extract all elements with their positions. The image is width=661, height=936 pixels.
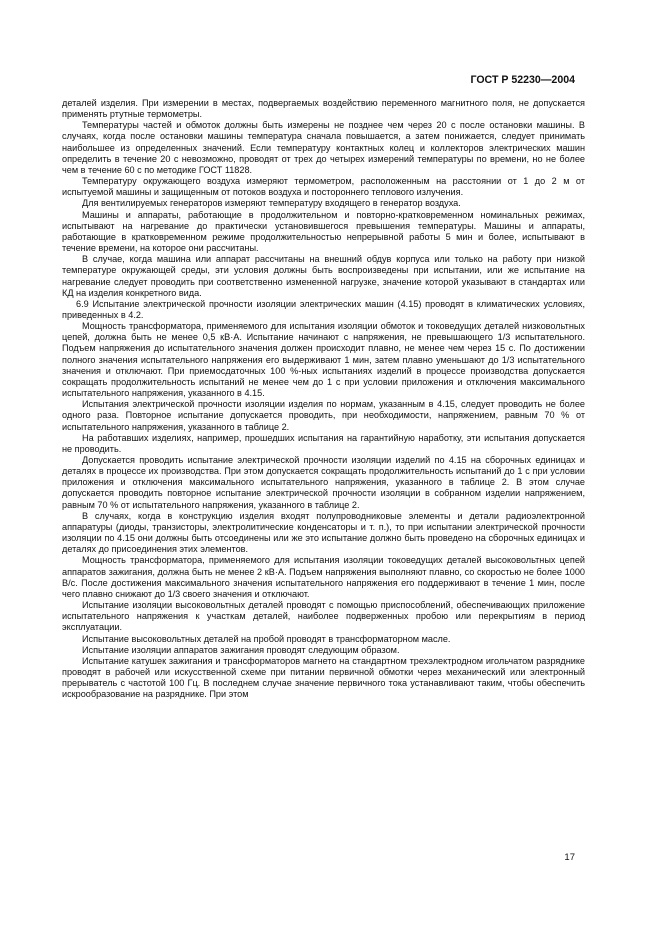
- paragraph-14: Испытание изоляции высоковольтных деталей проводят с помощью приспособлений, обеспечивающих приложение испытательного напряжения к участкам деталей, наиболее подверженных пробою или перекрытиям в период эксплуатации.: [62, 600, 585, 633]
- paragraph-15: Испытание высоковольтных деталей на пробой проводят в трансформаторном масле.: [82, 633, 451, 644]
- paragraph-10: На работавших изделиях, например, прошедших испытания на гарантийную наработку, эти испытания допускается не проводить.: [62, 432, 585, 454]
- paragraph-2: Температуры частей и обмоток должны быть измерены не позднее чем через 20 с после остановки машины. В случаях, когда после остановки машины температура сначала повышается, а затем понижается, следует принимать наибольшее из определенных значений. Если температуру контактных колец и коллекторов электрических машин определить в течение 20 с невозможно, проводят от трех до четырех измерений температуры по времени, но не более чем в течение 60 с по методике ГОСТ 11828.: [62, 120, 585, 175]
- paragraph-8: Мощность трансформатора, применяемого для испытания изоляции обмоток и токоведущих деталей низковольтных цепей, должна быть не менее 0,5 кВ·А. Испытание начинают с напряжения, не превышающего 1/3 испытательного. Подъем напряжения до испытательного значения должен происходит плавно, не менее чем через 15 с. По достижении полного значения испытательного напряжения его выдерживают 1 мин, затем плавно уменьшают до 1/3 испытательного значения и отключают. При приемосдаточных 100 %-ных испытаниях изделий в процессе производства допускается сокращать продолжительность испытаний не менее чем до 1 с при условии приложения и отключения максимального испытательного напряжения, указанного в 4.15.: [62, 321, 585, 399]
- paragraph-13: Мощность трансформатора, применяемого для испытания изоляции токоведущих деталей высоковольтных цепей аппаратов зажигания, должна быть не менее 2 кВ·А. Подъем напряжения выполняют плавно, со скоростью не более 1000 В/с. После достижения максимального значения испытательного напряжения его поддерживают в течение 1 мин, после чего плавно снижают до 1/3 своего значения и отключают.: [62, 555, 585, 599]
- paragraph-16: Испытание изоляции аппаратов зажигания проводят следующим образом.: [82, 644, 400, 655]
- paragraph-12: В случаях, когда в конструкцию изделия входят полупроводниковые элементы и детали радиоэлектронной аппаратуры (диоды, транзисторы, электролитические конденсаторы и т. п.), то при испытании электрической прочности изоляции по 4.15 они должны быть отсоединены или же это испытание должно быть проведено на сборочных единицах и деталях до присоединения этих элементов.: [62, 510, 585, 555]
- document-id: ГОСТ Р 52230—2004: [470, 74, 575, 86]
- section-6-9: 6.9 Испытание электрической прочности изоляции электрических машин (4.15) проводят в климатических условиях, приведенных в 4.2.: [62, 298, 585, 320]
- paragraph-6: В случае, когда машина или аппарат рассчитаны на внешний обдув корпуса или только на работу при низкой температуре окружающей среды, эти условия должны быть воспроизведены при испытании, или же испытание на нагревание следует проводить при соответственно измененной нагрузке, значение которой указывают в стандартах или КД на изделия конкретного вида.: [62, 254, 585, 298]
- paragraph-9: Испытания электрической прочности изоляции изделия по нормам, указанным в 4.15, следует проводить не более одного раза. Повторное испытание допускается проводить, при необходимости, напряжением, равным 70 % от испытательного напряжения, указанного в таблице 2.: [62, 399, 585, 432]
- paragraph-3: Температуру окружающего воздуха измеряют термометром, расположенным на расстоянии от 1 до 2 м от испытуемой машины и защищенным от потоков воздуха и постороннего теплового излучения.: [62, 176, 585, 198]
- paragraph-4: Для вентилируемых генераторов измеряют температуру входящего в генератор воздуха.: [82, 198, 461, 209]
- page-body: [62, 98, 585, 700]
- page-number: 17: [564, 852, 575, 863]
- paragraph-5: Машины и аппараты, работающие в продолжительном и повторно-кратковременном номинальных режимах, испытывают на нагревание до практически установившегося превышения температуры. Машины и аппараты, работающие в кратковременном режиме продолжительностью непрерывной работы 5 мин и более, испытывают в течение времени, на которое они рассчитаны.: [62, 209, 585, 254]
- paragraph-11: Допускается проводить испытание электрической прочности изоляции изделий по 4.15 на сборочных единицах и деталях в процессе их производства. При этом допускается сокращать продолжительность испытаний до 1 с при условии приложения и отключения максимального испытательного напряжения, указанного в таблице 2. В этом случае допускается проводить повторное испытание электрической прочности изоляции в собранном изделии напряжением, равным 70 % от испытательного напряжения, указанного в таблице 2.: [62, 455, 585, 510]
- paragraph-17: Испытание катушек зажигания и трансформаторов магнето на стандартном трехэлектродном игольчатом разряднике проводят в рабочей или искусственной схеме при питании первичной обмотки через механический или электронный прерыватель с частотой 100 Гц. В последнем случае значение первичного тока устанавливают таким, чтобы обеспечить искрообразование на разряднике. При этом: [62, 655, 585, 700]
- paragraph-1: деталей изделия. При измерении в местах, подвергаемых воздействию переменного магнитного поля, не допускается применять ртутные термометры.: [62, 98, 585, 120]
